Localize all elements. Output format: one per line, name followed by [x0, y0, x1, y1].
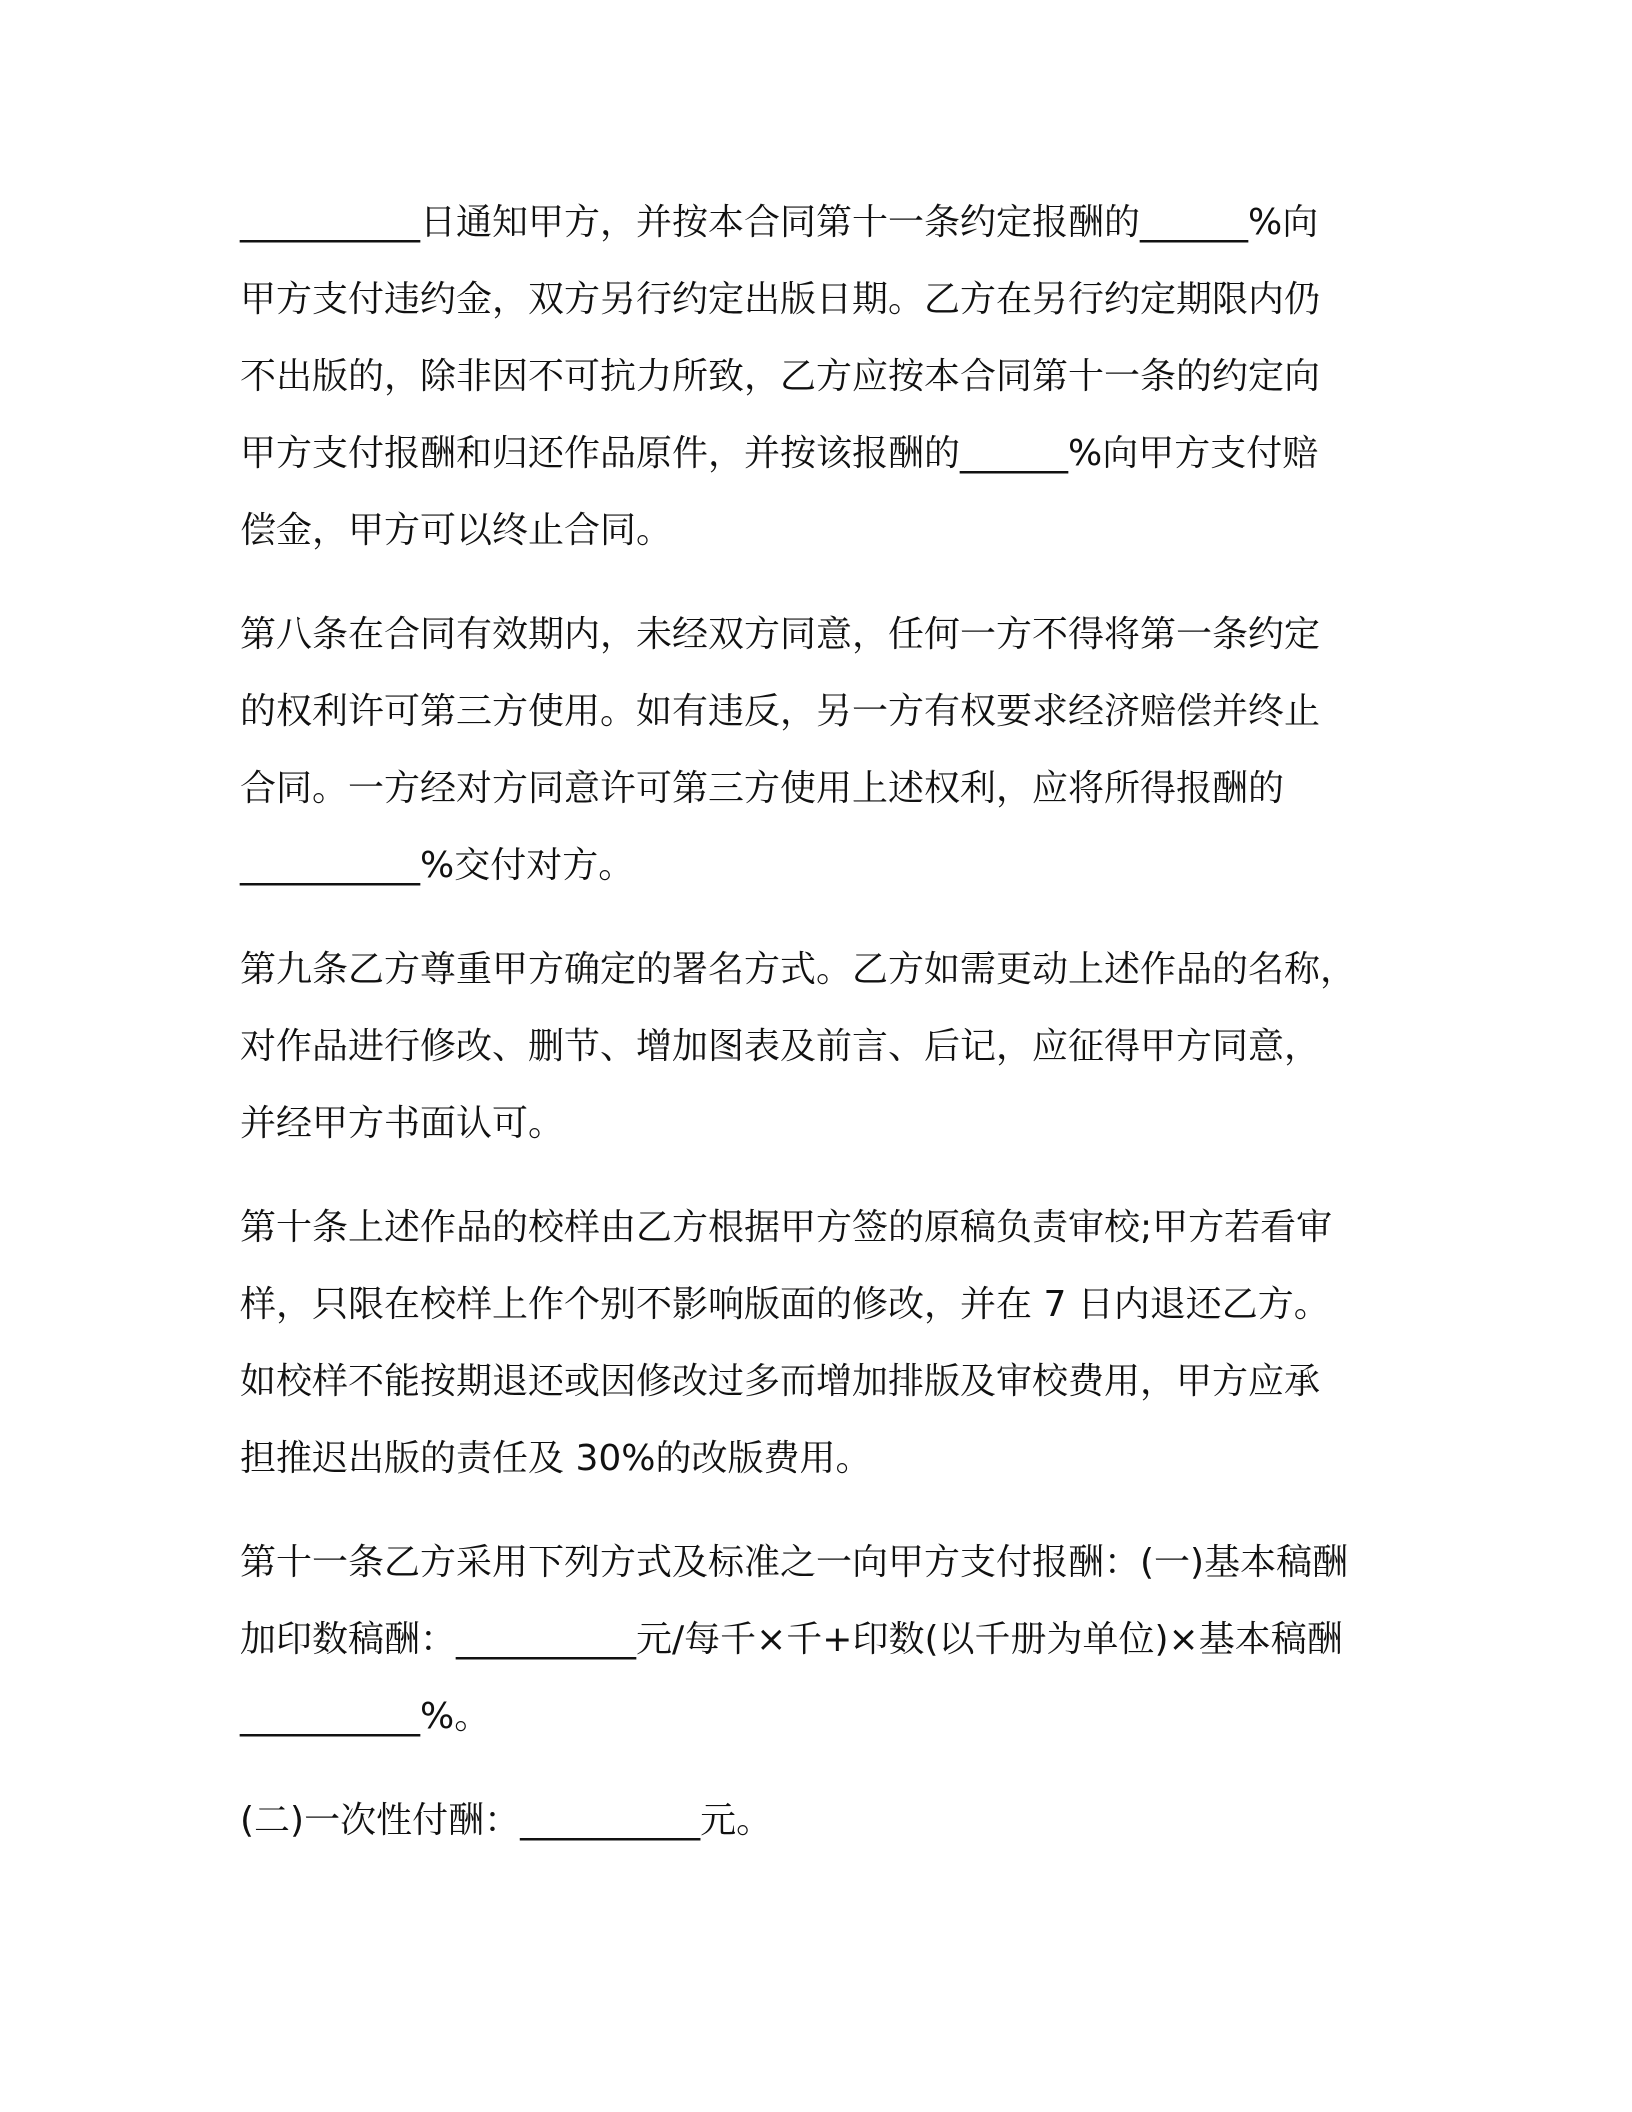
text-line: 偿金，甲方可以终止合同。 [240, 510, 673, 551]
text-line: 并经甲方书面认可。 [240, 1103, 565, 1144]
text-line: 如校样不能按期退还或因修改过多而增加排版及审校费用，甲方应承 [240, 1361, 1321, 1402]
text-line: 第十条上述作品的校样由乙方根据甲方签的原稿负责审校;甲方若看审 [240, 1207, 1333, 1248]
text-line: 加印数稿酬：__________元/每千×千+印数(以千册为单位)×基本稿酬 [240, 1619, 1343, 1660]
paragraph-article-11-option-2 [240, 1782, 1400, 1859]
text-line: __________日通知甲方，并按本合同第十一条约定报酬的______%向 [240, 202, 1319, 243]
text-line: 甲方支付违约金，双方另行约定出版日期。乙方在另行约定期限内仍 [240, 279, 1321, 320]
document-body [240, 184, 1400, 1886]
text-line: 第八条在合同有效期内，未经双方同意，任何一方不得将第一条约定 [240, 614, 1321, 655]
text-line: 第九条乙方尊重甲方确定的署名方式。乙方如需更动上述作品的名称， [240, 949, 1357, 990]
paragraph-article-11 [240, 1524, 1400, 1755]
text-line: (二)一次性付酬：__________元。 [240, 1800, 773, 1841]
paragraph-article-8 [240, 596, 1400, 904]
text-line: 的权利许可第三方使用。如有违反，另一方有权要求经济赔偿并终止 [240, 691, 1321, 732]
text-line: 对作品进行修改、删节、增加图表及前言、后记，应征得甲方同意， [240, 1026, 1321, 1067]
text-line: 不出版的，除非因不可抗力所致，乙方应按本合同第十一条的约定向 [240, 356, 1321, 397]
text-line: 合同。一方经对方同意许可第三方使用上述权利，应将所得报酬的 [240, 768, 1285, 809]
text-line: __________%交付对方。 [240, 845, 635, 886]
paragraph-article-9 [240, 931, 1400, 1162]
text-line: 样，只限在校样上作个别不影响版面的修改，并在 7 日内退还乙方。 [240, 1284, 1330, 1325]
paragraph-article-7-continued [240, 184, 1400, 569]
paragraph-article-10 [240, 1189, 1400, 1497]
text-line: __________%。 [240, 1696, 491, 1737]
text-line: 甲方支付报酬和归还作品原件，并按该报酬的______%向甲方支付赔 [240, 433, 1319, 474]
text-line: 第十一条乙方采用下列方式及标准之一向甲方支付报酬：(一)基本稿酬 [240, 1542, 1349, 1583]
text-line: 担推迟出版的责任及 30%的改版费用。 [240, 1438, 872, 1479]
